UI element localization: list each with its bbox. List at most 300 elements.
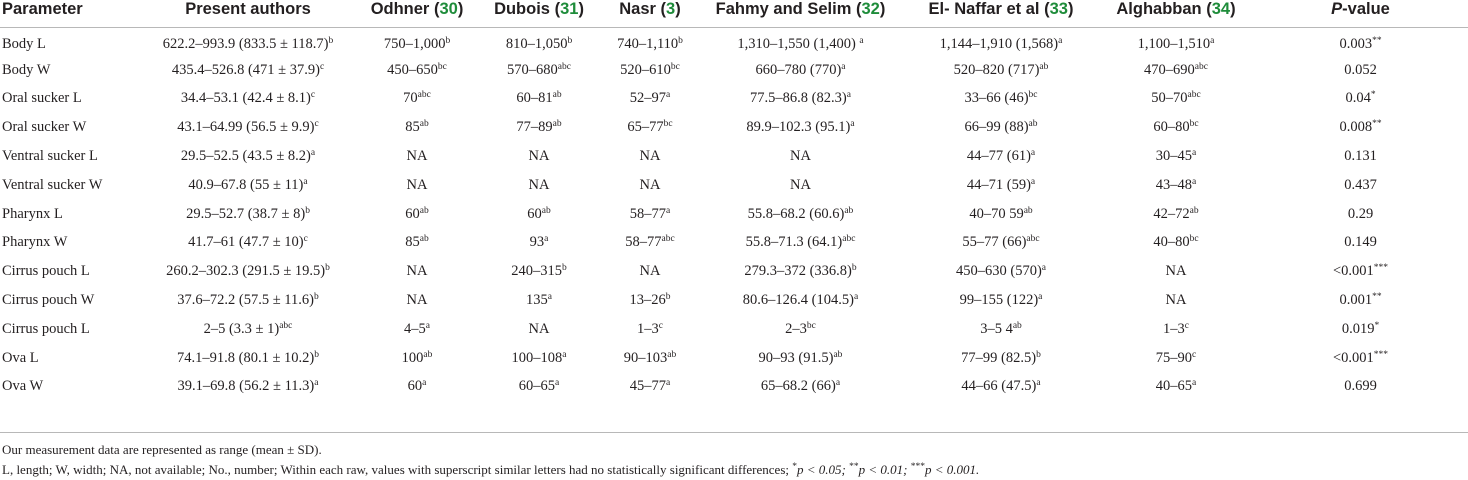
column-header-label: Alghabban (1116, 0, 1202, 18)
cell-superscript: ab (419, 205, 429, 216)
cell-superscript: abc (661, 234, 675, 245)
cell-value: 45–77 (629, 378, 667, 395)
cell-superscript: bc (663, 119, 673, 130)
cell-superscript: a (841, 61, 846, 72)
cell-superscript: a (1210, 36, 1215, 47)
cell-superscript: ab (833, 349, 843, 360)
value-cell (698, 142, 903, 171)
cell-value: 77–99 (82.5) (961, 349, 1037, 366)
cell-value: 44–71 (59) (966, 176, 1031, 193)
cell-superscript: a (1030, 148, 1036, 159)
cell-superscript: b (325, 263, 330, 274)
cell-value: 99–155 (122) (959, 292, 1039, 309)
cell-superscript: b (328, 36, 334, 47)
cell-superscript: b (851, 263, 857, 274)
value-cell (903, 113, 1099, 142)
cell-value: 60–65 (518, 378, 556, 395)
cell-value: 58–77 (629, 205, 667, 222)
cell-superscript: ab (541, 205, 551, 216)
cell-value: NA (528, 320, 550, 337)
value-cell (358, 200, 476, 229)
parameter-cell: Oral sucker W (2, 119, 87, 136)
cell-superscript: ** (1372, 119, 1382, 130)
cell-superscript: * (1374, 320, 1380, 331)
column-header-1 (0, 0, 138, 27)
cell-superscript: abc (1194, 61, 1208, 72)
cell-value: 60–81 (516, 90, 553, 107)
parameter-cell: Cirrus pouch L (2, 320, 90, 337)
cell-value: 43.1–64.99 (56.5 ± 9.9) (177, 119, 315, 136)
footnote-line-1: Our measurement data are represented as range (mean ± SD). (2, 442, 322, 457)
parameter-cell: Ova L (2, 349, 39, 366)
cell-value: NA (406, 148, 428, 165)
table-row (0, 113, 1468, 142)
cell-value: 100–108 (511, 349, 563, 366)
column-header-6: Fahmy and Selim (32) (698, 0, 903, 27)
footnote-sig-3: p < 0.001. (924, 462, 980, 477)
header-row (0, 0, 1468, 27)
cell-value: 33–66 (46) (964, 90, 1029, 107)
value-cell (358, 85, 476, 114)
value-cell (1099, 85, 1253, 114)
value-cell (1099, 27, 1253, 56)
table-row (0, 373, 1468, 402)
cell-value: 75–90 (1155, 349, 1193, 366)
value-cell (698, 229, 903, 258)
cell-value: 39.1–69.8 (56.2 ± 11.3) (177, 378, 315, 395)
value-cell (476, 171, 602, 200)
value-cell (1099, 56, 1253, 85)
value-cell (698, 315, 903, 344)
cell-value: 70 (403, 90, 418, 107)
column-header-suffix: -value (1342, 0, 1390, 18)
cell-value: 450–650 (387, 61, 438, 78)
cell-superscript: ab (667, 349, 677, 360)
value-cell (602, 286, 698, 315)
value-cell (602, 85, 698, 114)
value-cell (1099, 373, 1253, 402)
value-cell (602, 315, 698, 344)
cell-value: 520–610 (620, 61, 671, 78)
footnote-mark-1: * (792, 462, 797, 472)
cell-superscript: a (547, 292, 552, 303)
cell-superscript: *** (1373, 349, 1389, 360)
value-cell (903, 229, 1099, 258)
cell-value: 740–1,110 (617, 36, 679, 53)
cell-superscript: abc (1026, 234, 1040, 245)
cell-value: NA (406, 263, 428, 280)
cell-superscript: b (314, 349, 319, 360)
cell-value: NA (1165, 263, 1187, 280)
cell-superscript: a (310, 148, 316, 159)
cell-superscript: a (1036, 378, 1041, 389)
value-cell (1099, 315, 1253, 344)
cell-value: 30–45 (1155, 148, 1193, 165)
value-cell (602, 373, 698, 402)
cell-value: 13–26 (629, 292, 666, 309)
cell-superscript: ** (1372, 36, 1382, 47)
cell-superscript: ab (419, 119, 429, 130)
value-cell (138, 200, 358, 229)
table-body (0, 27, 1468, 401)
table-header (0, 0, 1468, 27)
cell-value: 66–99 (88) (964, 119, 1029, 136)
parameter-cell: Body L (2, 36, 46, 53)
cell-value: 77.5–86.8 (82.3) (750, 90, 847, 107)
cell-superscript: a (1030, 176, 1036, 187)
cell-value: 279.3–372 (336.8) (744, 263, 852, 280)
column-header-7: El- Naffar et al (33) (903, 0, 1099, 27)
value-cell (1253, 229, 1468, 258)
value-cell (476, 200, 602, 229)
cell-superscript: a (555, 378, 560, 389)
cell-superscript: abc (279, 320, 293, 331)
value-cell (698, 113, 903, 142)
value-cell (476, 142, 602, 171)
cell-superscript: ** (1372, 292, 1382, 303)
cell-value: 40.9–67.8 (55 ± 11) (188, 176, 304, 193)
table-row (0, 257, 1468, 286)
reference-link[interactable]: 31 (560, 0, 579, 18)
cell-superscript: ab (1012, 320, 1022, 331)
value-cell (358, 142, 476, 171)
cell-superscript: b (567, 36, 573, 47)
cell-superscript: b (678, 36, 683, 47)
cell-value: 660–780 (770) (755, 61, 842, 78)
footnote-abbreviations: L, length; W, width; NA, not available; No., number; Within each raw, values with superscript similar letters had no statistically significant differences; (2, 462, 793, 477)
value-cell (476, 229, 602, 258)
column-header-4: Dubois (31) (476, 0, 602, 27)
cell-value: 42–72 (1153, 205, 1190, 222)
cell-value: 40–80 (1153, 234, 1190, 251)
value-cell (698, 200, 903, 229)
value-cell (138, 257, 358, 286)
cell-superscript: * (1370, 90, 1376, 101)
footnote-sig-1: p < 0.05; (797, 462, 850, 477)
cell-value: 450–630 (570) (955, 263, 1042, 280)
cell-value: 77–89 (516, 119, 553, 136)
value-cell (1099, 344, 1253, 373)
cell-value: 0.008 (1339, 119, 1373, 136)
cell-value: NA (790, 176, 811, 193)
table-row (0, 315, 1468, 344)
cell-superscript: b (1036, 349, 1041, 360)
value-cell (903, 257, 1099, 286)
cell-value: 435.4–526.8 (471 ± 37.9) (171, 61, 320, 78)
value-cell (358, 171, 476, 200)
cell-superscript: a (666, 90, 671, 101)
cell-value: 43–48 (1155, 176, 1193, 193)
table-row (0, 142, 1468, 171)
value-cell (1253, 142, 1468, 171)
column-header-label: Nasr (619, 0, 656, 18)
cell-value: 60 (407, 378, 423, 395)
cell-value: NA (639, 148, 661, 165)
column-header-label: Present authors (185, 0, 311, 18)
cell-superscript: ab (423, 349, 433, 360)
value-cell (358, 27, 476, 56)
cell-superscript: a (666, 378, 671, 389)
column-header-italic: P (1331, 0, 1343, 18)
cell-superscript: b (313, 292, 319, 303)
cell-superscript: ab (552, 119, 562, 130)
cell-value: NA (1165, 292, 1187, 309)
cell-value: 60 (405, 205, 420, 222)
table-row (0, 229, 1468, 258)
cell-value: 240–315 (511, 263, 562, 280)
cell-value: 40–65 (1155, 378, 1193, 395)
value-cell (698, 257, 903, 286)
cell-value: 34.4–53.1 (42.4 ± 8.1) (180, 90, 311, 107)
cell-value: 74.1–91.8 (80.1 ± 10.2) (177, 349, 315, 366)
value-cell (476, 113, 602, 142)
cell-superscript: c (1184, 320, 1189, 331)
value-cell (903, 315, 1099, 344)
value-cell (358, 257, 476, 286)
value-cell (1099, 113, 1253, 142)
cell-value: 0.019 (1341, 320, 1375, 337)
cell-value: 37.6–72.2 (57.5 ± 11.6) (177, 292, 314, 309)
cell-superscript: a (835, 378, 841, 389)
cell-value: <0.001 (1332, 349, 1374, 366)
value-cell (698, 27, 903, 56)
cell-superscript: abc (417, 90, 431, 101)
cell-superscript: c (1192, 349, 1197, 360)
column-header-label: Dubois (494, 0, 550, 18)
cell-value: 0.04 (1345, 90, 1371, 107)
value-cell (903, 373, 1099, 402)
value-cell (138, 344, 358, 373)
cell-value: 0.149 (1344, 234, 1377, 251)
cell-superscript: c (319, 61, 325, 72)
cell-value: 89.9–102.3 (95.1) (746, 119, 851, 136)
value-cell (903, 27, 1099, 56)
cell-value: 40–70 59 (969, 205, 1024, 222)
cell-value: NA (406, 176, 428, 193)
value-cell (138, 315, 358, 344)
value-cell (903, 56, 1099, 85)
cell-superscript: a (544, 234, 549, 245)
cell-value: 44–66 (47.5) (961, 378, 1037, 395)
parameter-cell: Ventral sucker L (2, 148, 98, 165)
value-cell (476, 85, 602, 114)
cell-value: 80.6–126.4 (104.5) (742, 292, 854, 309)
value-cell (1253, 113, 1468, 142)
table-row (0, 27, 1468, 56)
value-cell (476, 315, 602, 344)
value-cell (903, 142, 1099, 171)
value-cell (476, 344, 602, 373)
cell-superscript: a (314, 378, 319, 389)
cell-superscript: bc (1189, 234, 1199, 245)
cell-value: 85 (405, 234, 420, 251)
column-header-label: El- Naffar et al (928, 0, 1040, 18)
column-header-8: Alghabban (34) (1099, 0, 1253, 27)
cell-value: 622.2–993.9 (833.5 ± 118.7) (162, 36, 329, 53)
cell-value: 0.29 (1347, 205, 1374, 222)
value-cell (138, 142, 358, 171)
table-row (0, 344, 1468, 373)
cell-superscript: ab (844, 205, 854, 216)
cell-value: 50–70 (1151, 90, 1188, 107)
cell-value: 52–97 (629, 90, 667, 107)
cell-superscript: bc (437, 61, 447, 72)
cell-value: 85 (405, 119, 420, 136)
cell-superscript: b (562, 263, 567, 274)
cell-value: 0.003 (1339, 36, 1373, 53)
cell-value: 29.5–52.5 (43.5 ± 8.2) (180, 148, 311, 165)
parameter-cell: Ventral sucker W (2, 176, 103, 193)
cell-superscript: a (425, 320, 430, 331)
reference-link[interactable]: 30 (439, 0, 458, 18)
cell-superscript: ab (1023, 205, 1033, 216)
value-cell (1253, 344, 1468, 373)
cell-superscript: b (305, 205, 310, 216)
cell-value: 3–5 4 (980, 320, 1013, 337)
cell-value: 55.8–68.2 (60.6) (747, 205, 845, 222)
cell-superscript: ab (1028, 119, 1038, 130)
value-cell (698, 286, 903, 315)
cell-value: 1–3 (1163, 320, 1185, 337)
cell-superscript: abc (557, 61, 571, 72)
cell-value: 260.2–302.3 (291.5 ± 19.5) (166, 263, 326, 280)
cell-superscript: bc (1028, 90, 1038, 101)
cell-value: 0.001 (1339, 292, 1373, 309)
cell-superscript: bc (806, 320, 816, 331)
table-row (0, 56, 1468, 85)
cell-value: 29.5–52.7 (38.7 ± 8) (186, 205, 306, 222)
cell-value: 470–690 (1144, 61, 1195, 78)
cell-superscript: abc (1187, 90, 1201, 101)
cell-superscript: ab (1189, 205, 1199, 216)
value-cell (602, 257, 698, 286)
parameter-cell: Ova W (2, 378, 44, 395)
cell-superscript: a (303, 176, 308, 187)
value-cell (903, 171, 1099, 200)
cell-value: 58–77 (625, 234, 662, 251)
cell-superscript: bc (1189, 119, 1199, 130)
cell-value: 750–1,000 (383, 36, 446, 53)
value-cell (476, 373, 602, 402)
cell-value: 1,100–1,510 (1137, 36, 1211, 53)
cell-value: 810–1,050 (505, 36, 568, 53)
value-cell (602, 27, 698, 56)
cell-value: 65–77 (627, 119, 664, 136)
cell-value: 570–680 (507, 61, 558, 78)
parameter-cell: Body W (2, 61, 51, 78)
cell-superscript: c (314, 119, 319, 130)
cell-superscript: c (658, 320, 663, 331)
value-cell (1099, 142, 1253, 171)
cell-value: 41.7–61 (47.7 ± 10) (188, 234, 304, 251)
cell-superscript: a (859, 36, 864, 47)
reference-link[interactable]: 34 (1211, 0, 1231, 18)
cell-value: 520–820 (717) (953, 61, 1040, 78)
cell-value: 60–80 (1153, 119, 1190, 136)
value-cell (1099, 171, 1253, 200)
value-cell (602, 229, 698, 258)
value-cell (1253, 286, 1468, 315)
cell-superscript: a (1038, 292, 1043, 303)
value-cell (903, 344, 1099, 373)
value-cell (358, 286, 476, 315)
value-cell (138, 113, 358, 142)
value-cell (903, 200, 1099, 229)
table-row (0, 171, 1468, 200)
value-cell (476, 286, 602, 315)
column-header-3: Odhner (30) (358, 0, 476, 27)
cell-superscript: abc (842, 234, 856, 245)
value-cell (1253, 27, 1468, 56)
cell-value: 60 (527, 205, 542, 222)
reference-link[interactable]: 3 (666, 0, 676, 18)
table-bottom-rule (0, 432, 1468, 433)
cell-value: 4–5 (404, 320, 426, 337)
cell-value: 1,310–1,550 (1,400) (737, 36, 860, 53)
value-cell (1099, 200, 1253, 229)
value-cell (358, 315, 476, 344)
value-cell (903, 85, 1099, 114)
column-header-9 (1253, 0, 1468, 27)
value-cell (1099, 257, 1253, 286)
cell-superscript: b (665, 292, 671, 303)
value-cell (602, 344, 698, 373)
table-row (0, 286, 1468, 315)
value-cell (1253, 56, 1468, 85)
cell-superscript: a (422, 378, 427, 389)
value-cell (1253, 85, 1468, 114)
reference-link[interactable]: 33 (1049, 0, 1068, 18)
value-cell (698, 373, 903, 402)
cell-value: NA (639, 263, 661, 280)
cell-superscript: a (1192, 148, 1197, 159)
value-cell (476, 257, 602, 286)
column-header-label: Odhner (370, 0, 430, 18)
value-cell (698, 85, 903, 114)
cell-value: 65–68.2 (66) (760, 378, 836, 395)
cell-value: NA (528, 176, 550, 193)
footnote-line-2 (2, 460, 979, 480)
cell-value: 1,144–1,910 (1,568) (939, 36, 1059, 53)
value-cell (138, 56, 358, 85)
cell-value: 135 (526, 292, 548, 309)
cell-superscript: a (850, 119, 855, 130)
cell-superscript: c (310, 90, 316, 101)
cell-value: 55.8–71.3 (64.1) (745, 234, 843, 251)
cell-value: NA (639, 176, 661, 193)
cell-superscript: c (303, 234, 308, 245)
value-cell (698, 56, 903, 85)
cell-superscript: a (1041, 263, 1046, 274)
value-cell (358, 229, 476, 258)
cell-superscript: ab (552, 90, 562, 101)
value-cell (476, 56, 602, 85)
parameter-cell: Pharynx L (2, 205, 63, 222)
parameter-cell: Oral sucker L (2, 90, 82, 107)
parameter-cell: Pharynx W (2, 234, 68, 251)
cell-value: 44–77 (61) (966, 148, 1031, 165)
value-cell (903, 286, 1099, 315)
value-cell (358, 344, 476, 373)
cell-value: 0.131 (1344, 148, 1377, 165)
parameter-cell: Cirrus pouch L (2, 263, 90, 280)
cell-superscript: ab (419, 234, 429, 245)
value-cell (602, 113, 698, 142)
value-cell (1253, 315, 1468, 344)
cell-superscript: a (853, 292, 859, 303)
reference-link[interactable]: 32 (861, 0, 880, 18)
footnote-mark-3: *** (910, 462, 925, 472)
